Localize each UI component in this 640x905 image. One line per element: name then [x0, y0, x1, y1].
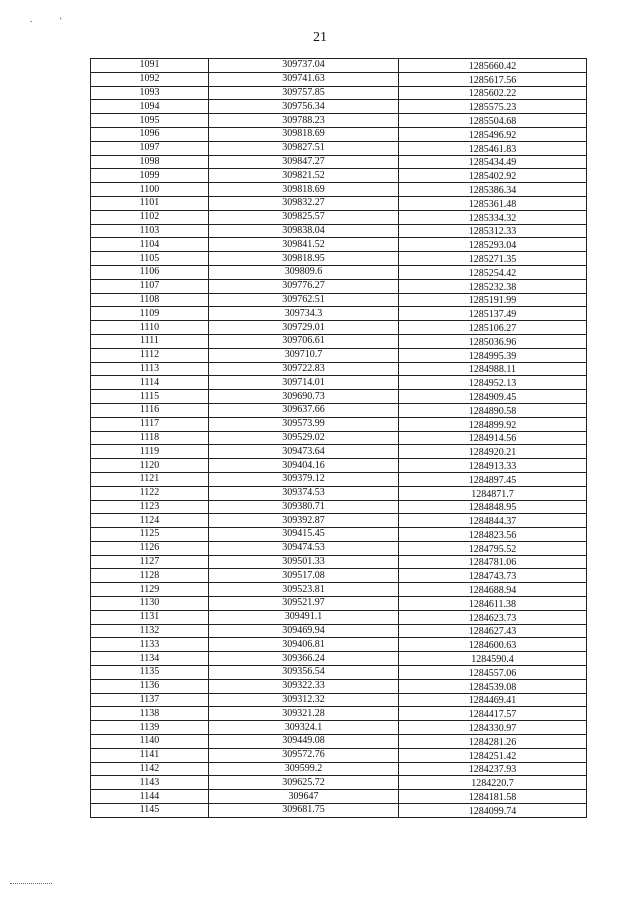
y-coordinate-cell: 1284623.73 [399, 610, 587, 624]
x-coordinate-cell: 309818.69 [209, 183, 399, 197]
x-coordinate-cell: 309374.53 [209, 486, 399, 500]
table-row [91, 293, 587, 307]
y-coordinate-cell: 1284909.45 [399, 390, 587, 404]
point-number-cell: 1107 [91, 279, 209, 293]
x-coordinate-cell: 309706.61 [209, 334, 399, 348]
point-number-cell: 1121 [91, 472, 209, 486]
table-row [91, 210, 587, 224]
y-coordinate-cell: 1284099.74 [399, 804, 587, 818]
x-coordinate-cell: 309415.45 [209, 528, 399, 542]
x-coordinate-cell: 309741.63 [209, 72, 399, 86]
y-coordinate-cell: 1284890.58 [399, 403, 587, 417]
table-row [91, 638, 587, 652]
x-coordinate-cell: 309722.83 [209, 362, 399, 376]
y-coordinate-cell: 1284899.92 [399, 417, 587, 431]
y-coordinate-cell: 1284988.11 [399, 362, 587, 376]
table-row [91, 445, 587, 459]
y-coordinate-cell: 1284557.06 [399, 666, 587, 680]
y-coordinate-cell: 1284281.26 [399, 735, 587, 749]
y-coordinate-cell: 1285660.42 [399, 59, 587, 73]
point-number-cell: 1110 [91, 321, 209, 335]
x-coordinate-cell: 309847.27 [209, 155, 399, 169]
footer-scan-mark [10, 883, 52, 885]
table-row [91, 100, 587, 114]
x-coordinate-cell: 309517.08 [209, 569, 399, 583]
table-row [91, 403, 587, 417]
point-number-cell: 1125 [91, 528, 209, 542]
y-coordinate-cell: 1285617.56 [399, 72, 587, 86]
y-coordinate-cell: 1284871.7 [399, 486, 587, 500]
x-coordinate-cell: 309473.64 [209, 445, 399, 459]
x-coordinate-cell: 309599.2 [209, 762, 399, 776]
table-row [91, 569, 587, 583]
y-coordinate-cell: 1285361.48 [399, 196, 587, 210]
y-coordinate-cell: 1285137.49 [399, 307, 587, 321]
y-coordinate-cell: 1284220.7 [399, 776, 587, 790]
table-row [91, 721, 587, 735]
point-number-cell: 1106 [91, 265, 209, 279]
table-row [91, 679, 587, 693]
x-coordinate-cell: 309324.1 [209, 721, 399, 735]
table-row [91, 224, 587, 238]
point-number-cell: 1128 [91, 569, 209, 583]
y-coordinate-cell: 1284251.42 [399, 748, 587, 762]
point-number-cell: 1132 [91, 624, 209, 638]
y-coordinate-cell: 1285602.22 [399, 86, 587, 100]
table-row [91, 693, 587, 707]
x-coordinate-cell: 309776.27 [209, 279, 399, 293]
point-number-cell: 1104 [91, 238, 209, 252]
point-number-cell: 1138 [91, 707, 209, 721]
table-row [91, 169, 587, 183]
y-coordinate-cell: 1284743.73 [399, 569, 587, 583]
table-row [91, 321, 587, 335]
y-coordinate-cell: 1284920.21 [399, 445, 587, 459]
y-coordinate-cell: 1284181.58 [399, 790, 587, 804]
table-row [91, 597, 587, 611]
x-coordinate-cell: 309572.76 [209, 748, 399, 762]
point-number-cell: 1098 [91, 155, 209, 169]
point-number-cell: 1135 [91, 666, 209, 680]
table-row [91, 417, 587, 431]
x-coordinate-cell: 309647 [209, 790, 399, 804]
point-number-cell: 1115 [91, 390, 209, 404]
table-row [91, 541, 587, 555]
scan-mark-tick: ' [60, 16, 62, 26]
y-coordinate-cell: 1284330.97 [399, 721, 587, 735]
x-coordinate-cell: 309521.97 [209, 597, 399, 611]
point-number-cell: 1091 [91, 59, 209, 73]
point-number-cell: 1131 [91, 610, 209, 624]
x-coordinate-cell: 309710.7 [209, 348, 399, 362]
table-row [91, 735, 587, 749]
point-number-cell: 1102 [91, 210, 209, 224]
y-coordinate-cell: 1285191.99 [399, 293, 587, 307]
table-row [91, 334, 587, 348]
table-row [91, 141, 587, 155]
point-number-cell: 1142 [91, 762, 209, 776]
table-row [91, 514, 587, 528]
table-row [91, 155, 587, 169]
x-coordinate-cell: 309449.08 [209, 735, 399, 749]
x-coordinate-cell: 309788.23 [209, 114, 399, 128]
x-coordinate-cell: 309681.75 [209, 804, 399, 818]
y-coordinate-cell: 1284781.06 [399, 555, 587, 569]
point-number-cell: 1105 [91, 252, 209, 266]
x-coordinate-cell: 309809.6 [209, 265, 399, 279]
x-coordinate-cell: 309529.02 [209, 431, 399, 445]
table-row [91, 776, 587, 790]
table-row [91, 472, 587, 486]
table-row [91, 265, 587, 279]
point-number-cell: 1129 [91, 583, 209, 597]
point-number-cell: 1094 [91, 100, 209, 114]
table-row [91, 707, 587, 721]
x-coordinate-cell: 309322.33 [209, 679, 399, 693]
y-coordinate-cell: 1285402.92 [399, 169, 587, 183]
y-coordinate-cell: 1285293.04 [399, 238, 587, 252]
y-coordinate-cell: 1284995.39 [399, 348, 587, 362]
y-coordinate-cell: 1285504.68 [399, 114, 587, 128]
table-row [91, 790, 587, 804]
point-number-cell: 1134 [91, 652, 209, 666]
table-row [91, 348, 587, 362]
point-number-cell: 1101 [91, 196, 209, 210]
y-coordinate-cell: 1285434.49 [399, 155, 587, 169]
x-coordinate-cell: 309366.24 [209, 652, 399, 666]
point-number-cell: 1108 [91, 293, 209, 307]
table-row [91, 666, 587, 680]
y-coordinate-cell: 1284795.52 [399, 541, 587, 555]
point-number-cell: 1092 [91, 72, 209, 86]
point-number-cell: 1111 [91, 334, 209, 348]
point-number-cell: 1133 [91, 638, 209, 652]
x-coordinate-cell: 309714.01 [209, 376, 399, 390]
x-coordinate-cell: 309734.3 [209, 307, 399, 321]
y-coordinate-cell: 1284952.13 [399, 376, 587, 390]
point-number-cell: 1140 [91, 735, 209, 749]
table-row [91, 762, 587, 776]
table-row [91, 583, 587, 597]
point-number-cell: 1124 [91, 514, 209, 528]
x-coordinate-cell: 309625.72 [209, 776, 399, 790]
coordinates-table-container [90, 58, 586, 818]
y-coordinate-cell: 1284417.57 [399, 707, 587, 721]
table-row [91, 252, 587, 266]
table-row [91, 431, 587, 445]
table-row [91, 486, 587, 500]
point-number-cell: 1130 [91, 597, 209, 611]
point-number-cell: 1143 [91, 776, 209, 790]
table-row [91, 72, 587, 86]
point-number-cell: 1120 [91, 459, 209, 473]
y-coordinate-cell: 1285496.92 [399, 127, 587, 141]
table-row [91, 59, 587, 73]
x-coordinate-cell: 309827.51 [209, 141, 399, 155]
y-coordinate-cell: 1284600.63 [399, 638, 587, 652]
table-row [91, 196, 587, 210]
x-coordinate-cell: 309690.73 [209, 390, 399, 404]
x-coordinate-cell: 309501.33 [209, 555, 399, 569]
point-number-cell: 1112 [91, 348, 209, 362]
point-number-cell: 1141 [91, 748, 209, 762]
table-row [91, 652, 587, 666]
y-coordinate-cell: 1284237.93 [399, 762, 587, 776]
point-number-cell: 1096 [91, 127, 209, 141]
table-row [91, 127, 587, 141]
page-number: 21 [313, 30, 327, 45]
point-number-cell: 1117 [91, 417, 209, 431]
x-coordinate-cell: 309312.32 [209, 693, 399, 707]
point-number-cell: 1139 [91, 721, 209, 735]
point-number-cell: 1145 [91, 804, 209, 818]
point-number-cell: 1126 [91, 541, 209, 555]
y-coordinate-cell: 1285334.32 [399, 210, 587, 224]
point-number-cell: 1095 [91, 114, 209, 128]
point-number-cell: 1127 [91, 555, 209, 569]
y-coordinate-cell: 1284611.38 [399, 597, 587, 611]
point-number-cell: 1123 [91, 500, 209, 514]
x-coordinate-cell: 309762.51 [209, 293, 399, 307]
table-row [91, 624, 587, 638]
point-number-cell: 1137 [91, 693, 209, 707]
point-number-cell: 1119 [91, 445, 209, 459]
point-number-cell: 1113 [91, 362, 209, 376]
y-coordinate-cell: 1284590.4 [399, 652, 587, 666]
y-coordinate-cell: 1284844.37 [399, 514, 587, 528]
x-coordinate-cell: 309841.52 [209, 238, 399, 252]
y-coordinate-cell: 1285036.96 [399, 334, 587, 348]
y-coordinate-cell: 1284469.41 [399, 693, 587, 707]
x-coordinate-cell: 309404.16 [209, 459, 399, 473]
y-coordinate-cell: 1284848.95 [399, 500, 587, 514]
point-number-cell: 1118 [91, 431, 209, 445]
table-row [91, 279, 587, 293]
x-coordinate-cell: 309825.57 [209, 210, 399, 224]
table-row [91, 459, 587, 473]
x-coordinate-cell: 309406.81 [209, 638, 399, 652]
x-coordinate-cell: 309818.95 [209, 252, 399, 266]
y-coordinate-cell: 1285386.34 [399, 183, 587, 197]
table-row [91, 114, 587, 128]
x-coordinate-cell: 309757.85 [209, 86, 399, 100]
y-coordinate-cell: 1284897.45 [399, 472, 587, 486]
point-number-cell: 1103 [91, 224, 209, 238]
y-coordinate-cell: 1285461.83 [399, 141, 587, 155]
coordinates-table [90, 58, 587, 818]
table-row [91, 376, 587, 390]
x-coordinate-cell: 309379.12 [209, 472, 399, 486]
point-number-cell: 1093 [91, 86, 209, 100]
x-coordinate-cell: 309756.34 [209, 100, 399, 114]
table-row [91, 86, 587, 100]
table-row [91, 183, 587, 197]
x-coordinate-cell: 309523.81 [209, 583, 399, 597]
y-coordinate-cell: 1285312.33 [399, 224, 587, 238]
y-coordinate-cell: 1285232.38 [399, 279, 587, 293]
y-coordinate-cell: 1284688.94 [399, 583, 587, 597]
table-row [91, 748, 587, 762]
y-coordinate-cell: 1285575.23 [399, 100, 587, 114]
table-row [91, 610, 587, 624]
table-row [91, 528, 587, 542]
y-coordinate-cell: 1284627.43 [399, 624, 587, 638]
point-number-cell: 1114 [91, 376, 209, 390]
table-row [91, 390, 587, 404]
x-coordinate-cell: 309491.1 [209, 610, 399, 624]
point-number-cell: 1136 [91, 679, 209, 693]
point-number-cell: 1099 [91, 169, 209, 183]
table-row [91, 804, 587, 818]
table-row [91, 307, 587, 321]
x-coordinate-cell: 309380.71 [209, 500, 399, 514]
table-row [91, 500, 587, 514]
scan-mark-dot: . [30, 14, 33, 24]
table-row [91, 238, 587, 252]
table-row [91, 555, 587, 569]
x-coordinate-cell: 309821.52 [209, 169, 399, 183]
point-number-cell: 1116 [91, 403, 209, 417]
x-coordinate-cell: 309818.69 [209, 127, 399, 141]
x-coordinate-cell: 309392.87 [209, 514, 399, 528]
point-number-cell: 1109 [91, 307, 209, 321]
y-coordinate-cell: 1284539.08 [399, 679, 587, 693]
x-coordinate-cell: 309474.53 [209, 541, 399, 555]
point-number-cell: 1097 [91, 141, 209, 155]
y-coordinate-cell: 1285271.35 [399, 252, 587, 266]
y-coordinate-cell: 1284914.56 [399, 431, 587, 445]
coordinates-table-body [91, 59, 587, 818]
x-coordinate-cell: 309573.99 [209, 417, 399, 431]
point-number-cell: 1100 [91, 183, 209, 197]
x-coordinate-cell: 309832.27 [209, 196, 399, 210]
x-coordinate-cell: 309356.54 [209, 666, 399, 680]
x-coordinate-cell: 309321.28 [209, 707, 399, 721]
x-coordinate-cell: 309637.66 [209, 403, 399, 417]
y-coordinate-cell: 1285106.27 [399, 321, 587, 335]
table-row [91, 362, 587, 376]
x-coordinate-cell: 309838.04 [209, 224, 399, 238]
x-coordinate-cell: 309729.01 [209, 321, 399, 335]
point-number-cell: 1144 [91, 790, 209, 804]
y-coordinate-cell: 1284913.33 [399, 459, 587, 473]
x-coordinate-cell: 309737.04 [209, 59, 399, 73]
y-coordinate-cell: 1284823.56 [399, 528, 587, 542]
point-number-cell: 1122 [91, 486, 209, 500]
y-coordinate-cell: 1285254.42 [399, 265, 587, 279]
x-coordinate-cell: 309469.94 [209, 624, 399, 638]
